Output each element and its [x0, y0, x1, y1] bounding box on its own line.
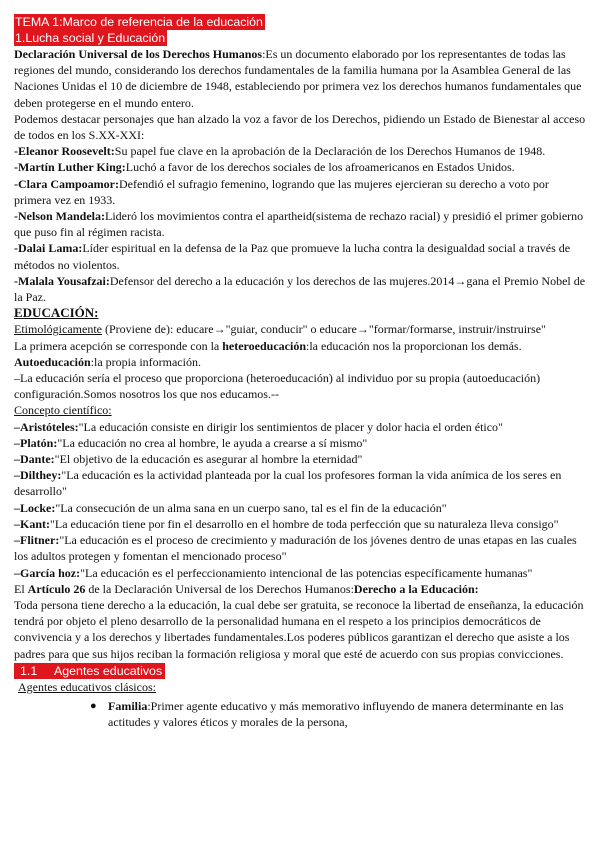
bullet-icon: ●: [90, 699, 97, 712]
scientific-heading-text: Concepto científico:: [14, 403, 112, 418]
article-term: Artículo 26: [27, 581, 86, 596]
concept-item: [14, 565, 586, 581]
hetero-post: :la educación nos la proporcionan los demás.: [306, 338, 522, 353]
person-text: Su papel fue clave en la aprobación de la Declaración de los Derechos Humanos de 1948.: [114, 144, 546, 159]
concept-author: –García hoz:: [14, 565, 81, 580]
classic-agents-heading: [14, 679, 586, 695]
etymology-line: [14, 321, 586, 337]
process-line: –La educación sería el proceso que proporciona (heteroeducación) al individuo por su propia (autoeducación) configuración.Somos nosotros los que nos educamos.--: [14, 371, 541, 402]
concept-text: "La educación consiste en dirigir los sentimientos de placer y dolor hacia el orden ético": [78, 419, 503, 434]
person-name: -Clara Campoamor:: [14, 176, 119, 191]
concept-author: –Aristóteles:: [14, 419, 79, 434]
person-text: Lideró los movimientos contra el apartheid(sistema de rechazo racial) y presidió el primer gobierno que puso fin al régimen racista.: [14, 209, 584, 240]
etymology-term: Etimológicamente: [14, 322, 102, 337]
concept-text: "La consecución de un alma sana en un cuerpo sano, tal es el fin de la educación": [55, 500, 447, 515]
concept-text: "La educación es el perfeccionamiento intencional de las potencias específicamente humanas": [80, 565, 533, 580]
concept-author: –Kant:: [14, 516, 50, 531]
bullet-term: Familia: [108, 698, 148, 713]
person-name: -Eleanor Roosevelt:: [14, 144, 115, 159]
person-item: [14, 208, 586, 240]
concept-text: "La educación tiene por fin el desarrollo en el hombre de toda perfección que su naturaleza lleva consigo": [50, 516, 559, 531]
section-number: 1.1: [20, 663, 38, 678]
person-item: [14, 240, 586, 272]
hetero-term: heteroeducación: [222, 338, 306, 353]
heteroeducation-line: [14, 338, 586, 354]
concept-text: "La educación no crea al hombre, le ayuda a crearse a sí mismo": [57, 435, 368, 450]
section-label: Agentes educativos: [54, 663, 163, 678]
concept-item: [14, 532, 586, 564]
article-right: Derecho a la Educación:: [353, 581, 479, 596]
declaration-term: Declaración Universal de los Derechos Humanos: [14, 47, 263, 61]
concept-text: "La educación es la actividad planteada por la cual los profesores forman la vida anímica de los seres en desarrollo": [14, 468, 562, 499]
section-title: 1.Lucha social y Educación: [15, 31, 166, 45]
concept-item: [14, 467, 586, 499]
title-row: [14, 14, 586, 30]
concept-author: –Locke:: [14, 500, 56, 515]
section-1-1-heading: [14, 663, 165, 679]
education-heading: [14, 305, 586, 321]
person-text: Defensor del derecho a la educación y los derechos de las mujeres.2014→gana el Premio Nobel de la Paz.: [14, 273, 586, 305]
article-line: [14, 581, 586, 597]
person-item: [14, 143, 586, 159]
concept-item: [14, 516, 586, 532]
concept-text: "El objetivo de la educación es asegurar al hombre la eternidad": [54, 452, 363, 467]
concept-item: [14, 451, 586, 467]
document-title: TEMA 1:Marco de referencia de la educación: [15, 15, 263, 29]
concept-author: –Flitner:: [14, 533, 60, 548]
etymology-text: (Proviene de): educare→"guiar, conducir" o educare→"formar/formarse, instruir/instruirse": [101, 322, 546, 337]
auto-term: Autoeducación: [14, 354, 91, 369]
hetero-pre: La primera acepción se corresponde con la: [14, 338, 223, 353]
person-text: Líder espiritual en la defensa de la Paz que promueve la lucha contra la desigualdad social a través de métodos no violentos.: [14, 241, 571, 272]
person-item: [14, 159, 586, 175]
bullet-text: :Primer agente educativo y más memorativo influyendo de manera determinante en las actitudes y valores éticos y morales de la persona,: [108, 698, 564, 730]
person-text: Defendió el sufragio femenino, logrando que las mujeres ejercieran su derecho a voto por primera vez en 1933.: [14, 176, 549, 207]
article-mid: de la Declaración Universal de los Derechos Humanos:: [85, 581, 354, 596]
bullet-list-item: [14, 698, 586, 730]
article-text: Toda persona tiene derecho a la educación, la cual debe ser gratuita, se reconoce la libertad de enseñanza, la educación tendrá por objeto el pleno desarrollo de la personalidad humana en el respeto a los principios democráticos de convivencia y a los derechos y libertades fundamentales.Los poderes públicos garantizan el derecho que asiste a los padres para que sus hijos reciban la formación religiosa y moral que esté de acuerdo con sus propias convicciones.: [14, 597, 584, 661]
people-intro: Podemos destacar personajes que han alzado la voz a favor de los Derechos, pidiendo un Estado de Bienestar al acceso de todos en los S.XX-XXI:: [14, 111, 586, 143]
concept-item: [14, 435, 586, 451]
person-item: [14, 176, 586, 208]
classic-agents-heading-text: Agentes educativos clásicos:: [18, 679, 156, 694]
document-page: [14, 14, 586, 730]
concept-author: –Platón:: [14, 435, 58, 450]
concept-author: –Dilthey:: [14, 468, 62, 483]
declaration-paragraph: [14, 46, 586, 111]
section-1-1-row: [14, 663, 586, 679]
subtitle-row: [14, 30, 586, 46]
scientific-heading: [14, 402, 586, 418]
person-text: Luchó a favor de los derechos sociales de los afroamericanos en Estados Unidos.: [125, 160, 515, 175]
person-name: -Martín Luther King:: [14, 160, 126, 175]
concept-text: "La educación es el proceso de crecimiento y maduración de los jóvenes dentro de unas etapas en las cuales los adultos protegen y fomentan el mencionado proceso": [14, 533, 577, 564]
concept-author: –Dante:: [14, 452, 55, 467]
person-name: -Malala Yousafzai:: [14, 273, 110, 288]
article-pre: El: [14, 581, 28, 596]
concept-item: [14, 419, 586, 435]
person-name: -Nelson Mandela:: [14, 209, 105, 224]
concept-item: [14, 500, 586, 516]
education-heading-text: EDUCACIÓN:: [14, 305, 99, 321]
declaration-text: :Es un documento elaborado por los representantes de todas las regiones del mundo, considerando los derechos fundamentales de la familia humana por la Asamblea General de las Naciones Unidas el 10 de diciembre de 1948, estableciendo por primera vez los derechos humanos fundamentales que deben protegerse en el mundo entero.: [14, 47, 582, 110]
person-item: [14, 273, 586, 305]
person-name: -Dalai Lama:: [14, 241, 83, 256]
autoeducation-line: [14, 354, 586, 370]
auto-post: :la propia información.: [90, 354, 201, 369]
